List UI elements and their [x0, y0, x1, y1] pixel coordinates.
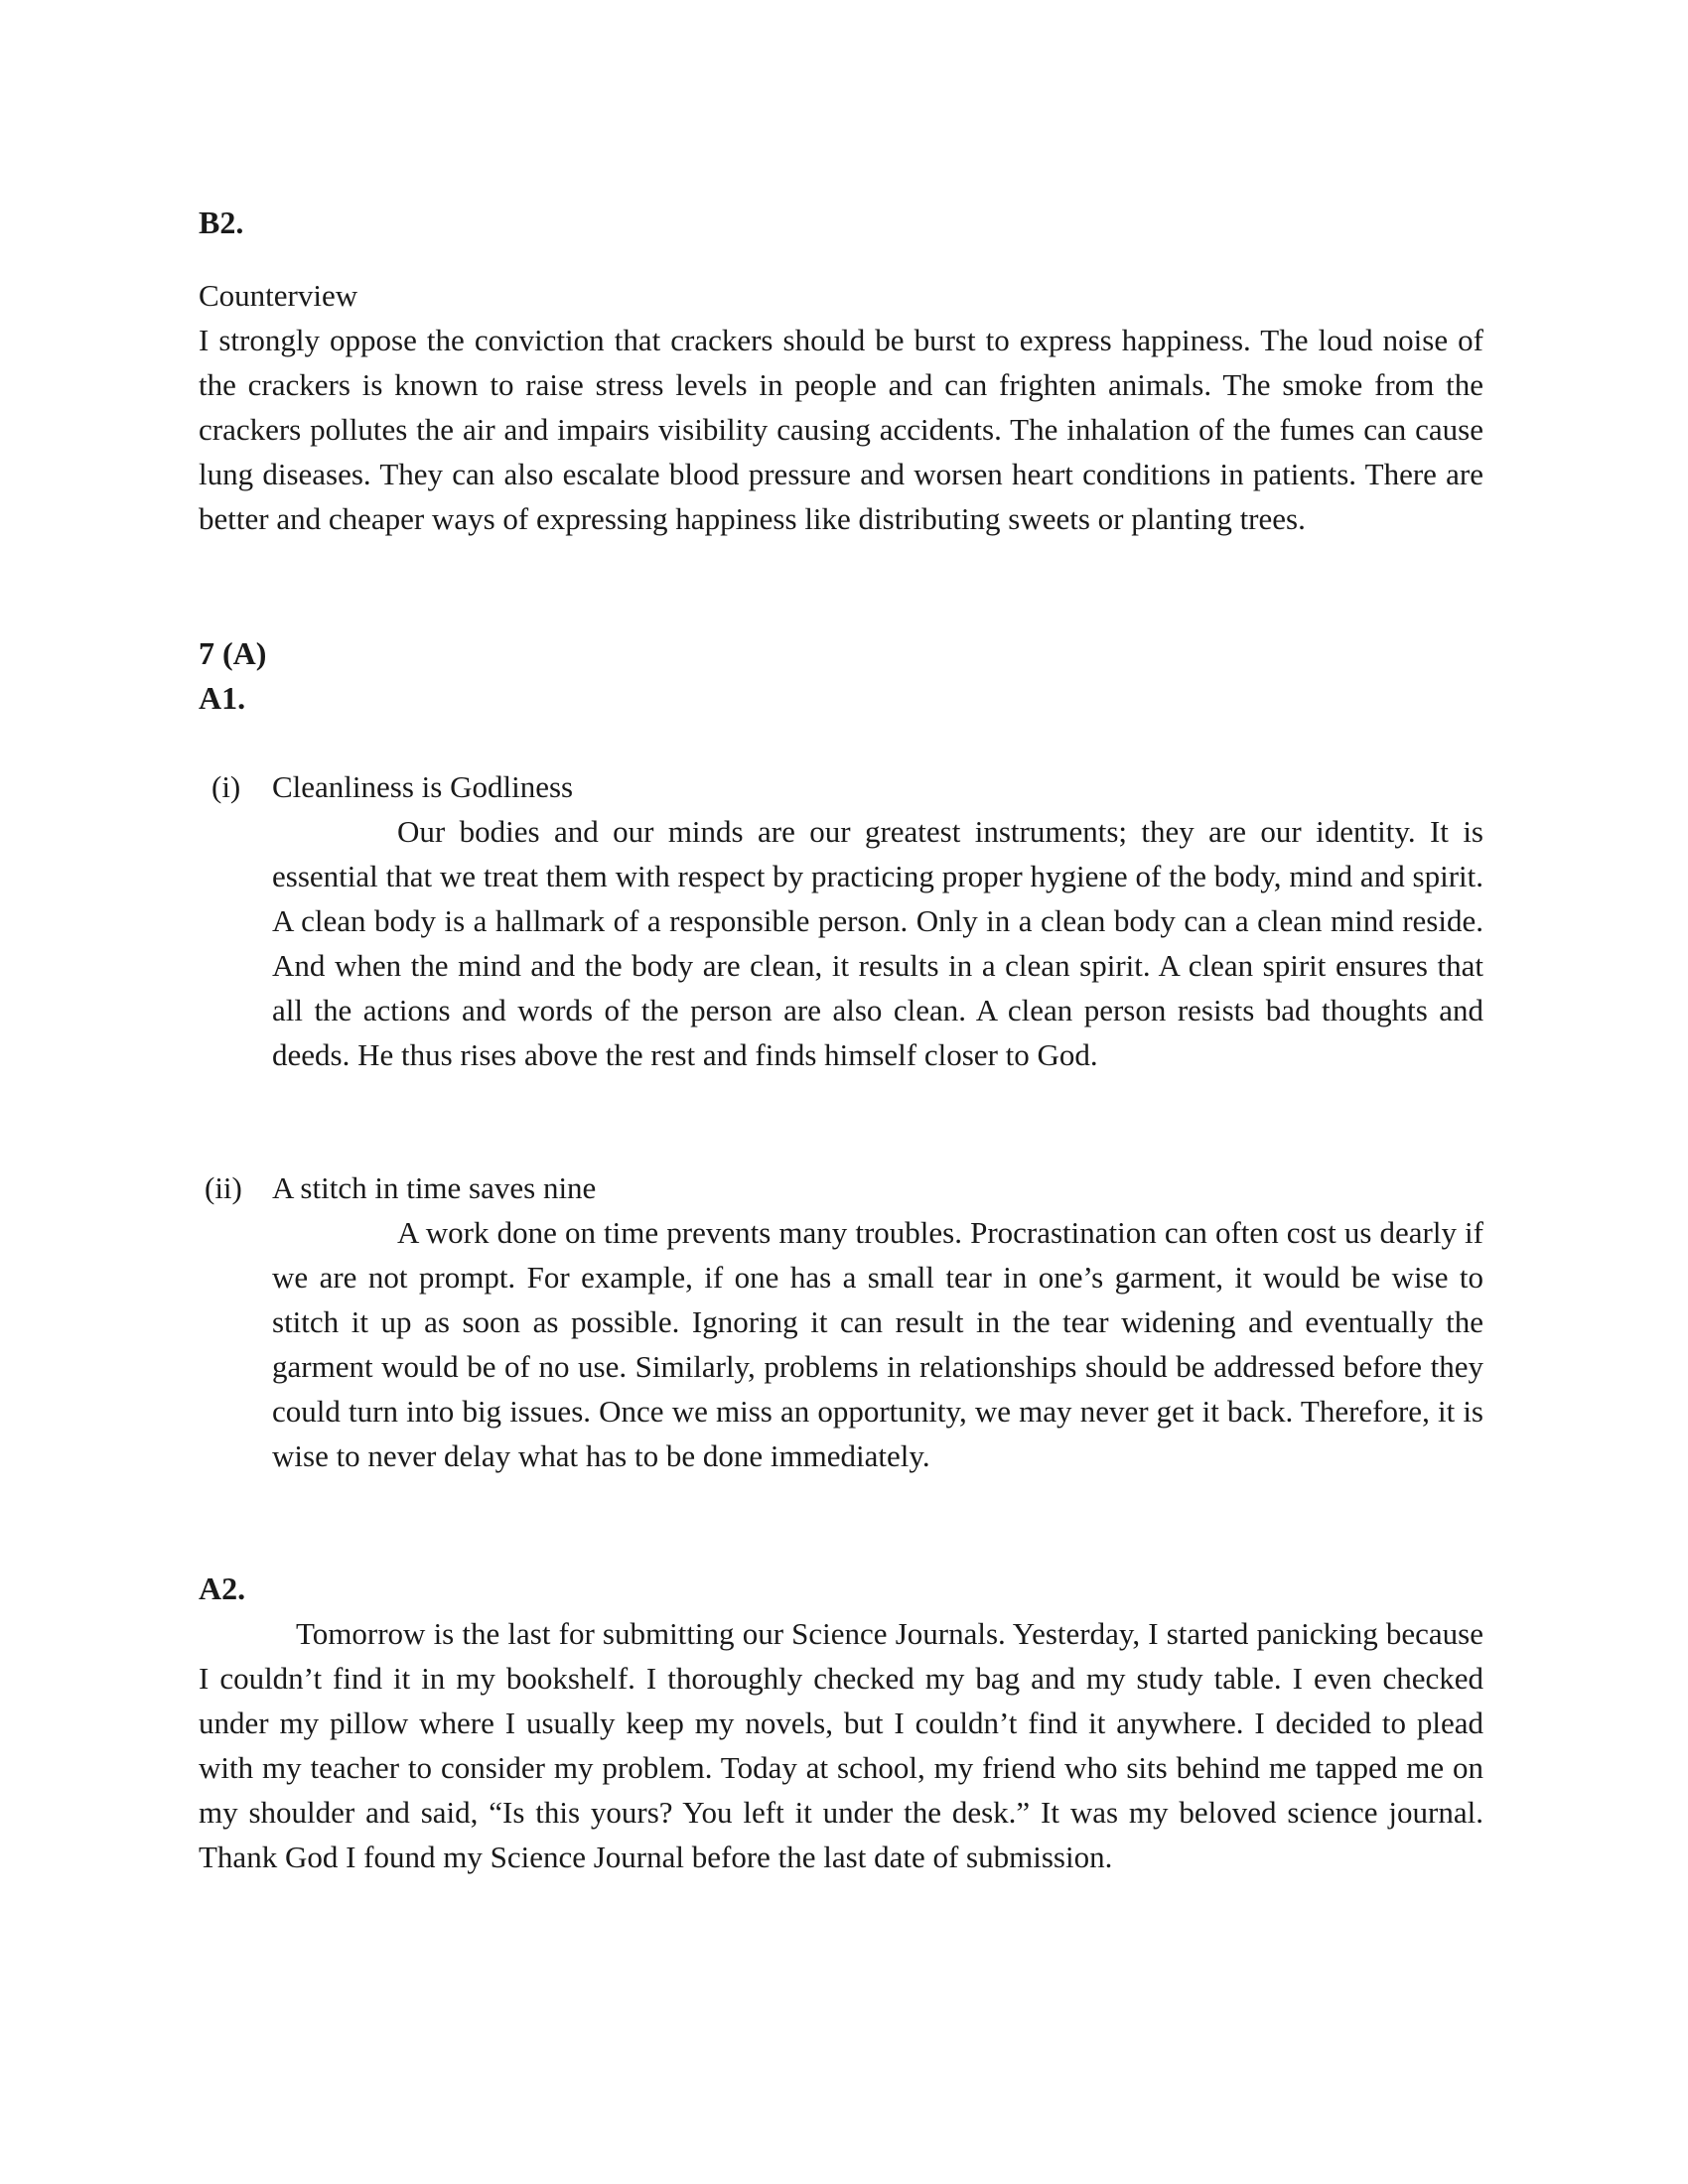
section-heading-b2: B2.: [199, 205, 244, 240]
item-paragraph-cleanliness: Our bodies and our minds are our greatest instruments; they are our identity. It is essential that we treat them with respect by practicing proper hygiene of the body, mind and spirit. A clean body is a hallmark of a responsible person. Only in a clean body can a clean mind reside. And when the mind and the body are clean, it results in a clean spirit. A clean spirit ensures that all the actions and words of the person are also clean. A clean person resists bad thoughts and deeds. He thus rises above the rest and finds himself closer to God.: [272, 814, 1483, 1072]
section-heading-a1: A1.: [199, 680, 246, 716]
item-number-i: (i): [211, 769, 241, 804]
counterview-paragraph: I strongly oppose the conviction that crackers should be burst to express happiness. The loud noise of the crackers is known to raise stress levels in people and can frighten animals. The smoke from the crackers pollutes the air and impairs visibility causing accidents. The inhalation of the fumes can cause lung diseases. They can also escalate blood pressure and worsen heart conditions in patients. There are better and cheaper ways of expressing happiness like distributing sweets or planting trees.: [199, 323, 1483, 536]
item-title-stitch-in-time: A stitch in time saves nine: [272, 1170, 597, 1205]
question-heading-7a: 7 (A): [199, 635, 267, 671]
item-number-ii: (ii): [205, 1170, 242, 1205]
a2-paragraph: Tomorrow is the last for submitting our Science Journals. Yesterday, I started panicking because I couldn’t find it in my bookshelf. I thoroughly checked my bag and my study table. I even checked under my pillow where I usually keep my novels, but I couldn’t find it anywhere. I decided to plead with my teacher to consider my problem. Today at school, my friend who sits behind me tapped me on my shoulder and said, “Is this yours? You left it under the desk.” It was my beloved science journal. Thank God I found my Science Journal before the last date of submission.: [199, 1616, 1483, 1874]
section-heading-a2: A2.: [199, 1570, 246, 1606]
item-title-cleanliness: Cleanliness is Godliness: [272, 769, 574, 804]
item-paragraph-stitch-in-time: A work done on time prevents many troubles. Procrastination can often cost us dearly if we are not prompt. For example, if one has a small tear in one’s garment, it would be wise to stitch it up as soon as possible. Ignoring it can result in the tear widening and eventually the garment would be of no use. Similarly, problems in relationships should be addressed before they could turn into big issues. Once we miss an opportunity, we may never get it back. Therefore, it is wise to never delay what has to be done immediately.: [272, 1215, 1483, 1473]
counterview-label: Counterview: [199, 278, 358, 313]
